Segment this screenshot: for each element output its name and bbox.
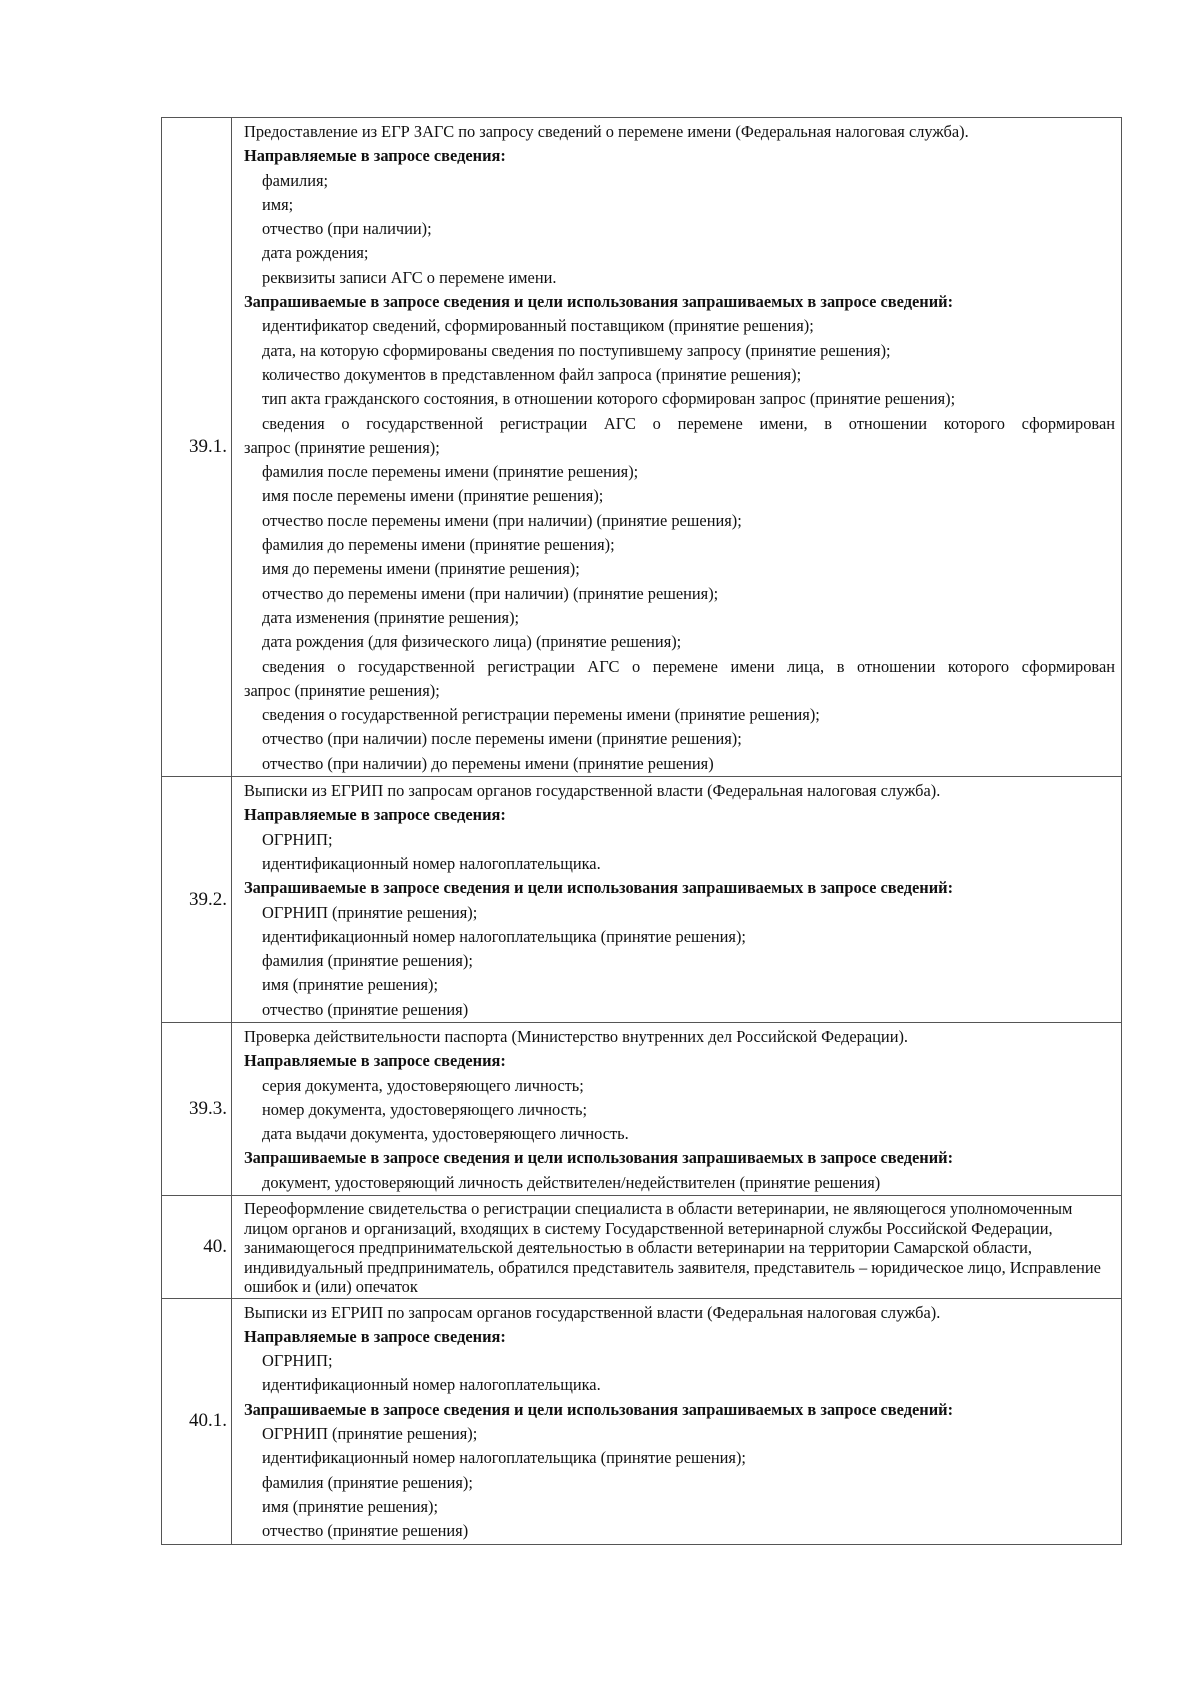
list-item: фамилия; bbox=[262, 170, 329, 190]
section-heading: Запрашиваемые в запросе сведения и цели использования запрашиваемых в запросе сведений: bbox=[244, 878, 954, 898]
list-item: отчество (принятие решения) bbox=[262, 1521, 469, 1541]
list-item: имя до перемены имени (принятие решения); bbox=[262, 559, 580, 579]
list-item: дата, на которую сформированы сведения по поступившему запросу (принятие решения); bbox=[262, 340, 891, 360]
list-item: количество документов в представленном файл запроса (принятие решения); bbox=[262, 364, 802, 384]
list-item: тип акта гражданского состояния, в отношении которого сформирован запрос (принятие решения); bbox=[262, 389, 956, 409]
services-table-body bbox=[162, 118, 1122, 1545]
list-item: фамилия после перемены имени (принятие решения); bbox=[262, 462, 639, 482]
row-content bbox=[232, 1196, 1122, 1299]
list-item: фамилия (принятие решения); bbox=[262, 1472, 473, 1492]
list-item: серия документа, удостоверяющего личность; bbox=[262, 1075, 584, 1095]
list-item: ОГРНИП; bbox=[262, 1351, 333, 1371]
list-item: отчество (при наличии) до перемены имени (принятие решения) bbox=[262, 753, 714, 773]
list-item: имя (принятие решения); bbox=[262, 1496, 439, 1516]
list-item: ОГРНИП; bbox=[262, 829, 333, 849]
text-line: Выписки из ЕГРИП по запросам органов государственной власти (Федеральная налоговая служба). bbox=[244, 1302, 941, 1322]
list-item: имя; bbox=[262, 194, 294, 214]
row-number: 39.1. bbox=[162, 118, 232, 777]
row-content bbox=[232, 118, 1122, 777]
row-content bbox=[232, 1298, 1122, 1544]
list-item: идентификатор сведений, сформированный поставщиком (принятие решения); bbox=[262, 316, 814, 336]
list-item: дата рождения (для физического лица) (принятие решения); bbox=[262, 632, 682, 652]
list-item: фамилия до перемены имени (принятие решения); bbox=[262, 535, 615, 555]
services-table bbox=[161, 117, 1122, 1545]
row-content bbox=[232, 777, 1122, 1023]
list-item: идентификационный номер налогоплательщика. bbox=[262, 853, 601, 873]
list-item: дата выдачи документа, удостоверяющего личность. bbox=[262, 1124, 629, 1144]
list-item: идентификационный номер налогоплательщика (принятие решения); bbox=[262, 1448, 746, 1468]
service-description: Переоформление свидетельства о регистрации специалиста в области ветеринарии, не являющегося уполномоченным лицом органов и организаций, входящих в систему Государственной ветеринарной службы Российской Федерации, занимающегося предпринимательской деятельностью в области ветеринарии на территории Самарской области, индивидуальный предприниматель, обратился представитель заявителя, представитель – юридическое лицо, Исправление ошибок и (или) опечаток bbox=[244, 1199, 1101, 1297]
text-line: запрос (принятие решения); bbox=[244, 437, 440, 457]
text-line: запрос (принятие решения); bbox=[244, 680, 440, 700]
list-item: дата рождения; bbox=[262, 243, 369, 263]
list-item: фамилия (принятие решения); bbox=[262, 951, 473, 971]
list-item: отчество до перемены имени (при наличии) (принятие решения); bbox=[262, 583, 719, 603]
text-line: Предоставление из ЕГР ЗАГС по запросу сведений о перемене имени (Федеральная налоговая служба). bbox=[244, 122, 969, 141]
list-item: сведения о государственной регистрации АГС о перемене имени лица, в отношении которого сформирован bbox=[262, 656, 1115, 676]
list-item: дата изменения (принятие решения); bbox=[262, 607, 520, 627]
list-item: отчество (при наличии) после перемены имени (принятие решения); bbox=[262, 729, 742, 749]
row-number: 40. bbox=[162, 1196, 232, 1299]
list-item: отчество (принятие решения) bbox=[262, 999, 469, 1019]
list-item: сведения о государственной регистрации перемены имени (принятие решения); bbox=[262, 705, 820, 725]
list-item: сведения о государственной регистрации АГС о перемене имени, в отношении которого сформирован bbox=[262, 413, 1115, 433]
text-line: Проверка действительности паспорта (Министерство внутренних дел Российской Федерации). bbox=[244, 1026, 909, 1046]
section-heading: Направляемые в запросе сведения: bbox=[244, 1326, 506, 1346]
list-item: идентификационный номер налогоплательщика (принятие решения); bbox=[262, 926, 746, 946]
section-heading: Запрашиваемые в запросе сведения и цели использования запрашиваемых в запросе сведений: bbox=[244, 1148, 954, 1168]
list-item: номер документа, удостоверяющего личность; bbox=[262, 1099, 588, 1119]
list-item: реквизиты записи АГС о перемене имени. bbox=[262, 267, 557, 287]
table-row bbox=[162, 1022, 1122, 1195]
list-item: ОГРНИП (принятие решения); bbox=[262, 902, 478, 922]
section-heading: Запрашиваемые в запросе сведения и цели использования запрашиваемых в запросе сведений: bbox=[244, 292, 954, 312]
table-row bbox=[162, 118, 1122, 777]
section-heading: Направляемые в запросе сведения: bbox=[244, 146, 506, 166]
row-number: 40.1. bbox=[162, 1298, 232, 1544]
table-row bbox=[162, 1298, 1122, 1544]
list-item: документ, удостоверяющий личность действителен/недействителен (принятие решения) bbox=[262, 1172, 881, 1192]
list-item: имя после перемены имени (принятие решения); bbox=[262, 486, 604, 506]
list-item: отчество (при наличии); bbox=[262, 219, 432, 239]
row-content bbox=[232, 1022, 1122, 1195]
list-item: имя (принятие решения); bbox=[262, 975, 439, 995]
section-heading: Направляемые в запросе сведения: bbox=[244, 1051, 506, 1071]
text-line: Выписки из ЕГРИП по запросам органов государственной власти (Федеральная налоговая служба). bbox=[244, 781, 941, 801]
list-item: идентификационный номер налогоплательщика. bbox=[262, 1375, 601, 1395]
table-row bbox=[162, 777, 1122, 1023]
table-row bbox=[162, 1196, 1122, 1299]
list-item: отчество после перемены имени (при наличии) (принятие решения); bbox=[262, 510, 742, 530]
section-heading: Запрашиваемые в запросе сведения и цели использования запрашиваемых в запросе сведений: bbox=[244, 1399, 954, 1419]
section-heading: Направляемые в запросе сведения: bbox=[244, 805, 506, 825]
row-number: 39.2. bbox=[162, 777, 232, 1023]
row-number: 39.3. bbox=[162, 1022, 232, 1195]
list-item: ОГРНИП (принятие решения); bbox=[262, 1424, 478, 1444]
